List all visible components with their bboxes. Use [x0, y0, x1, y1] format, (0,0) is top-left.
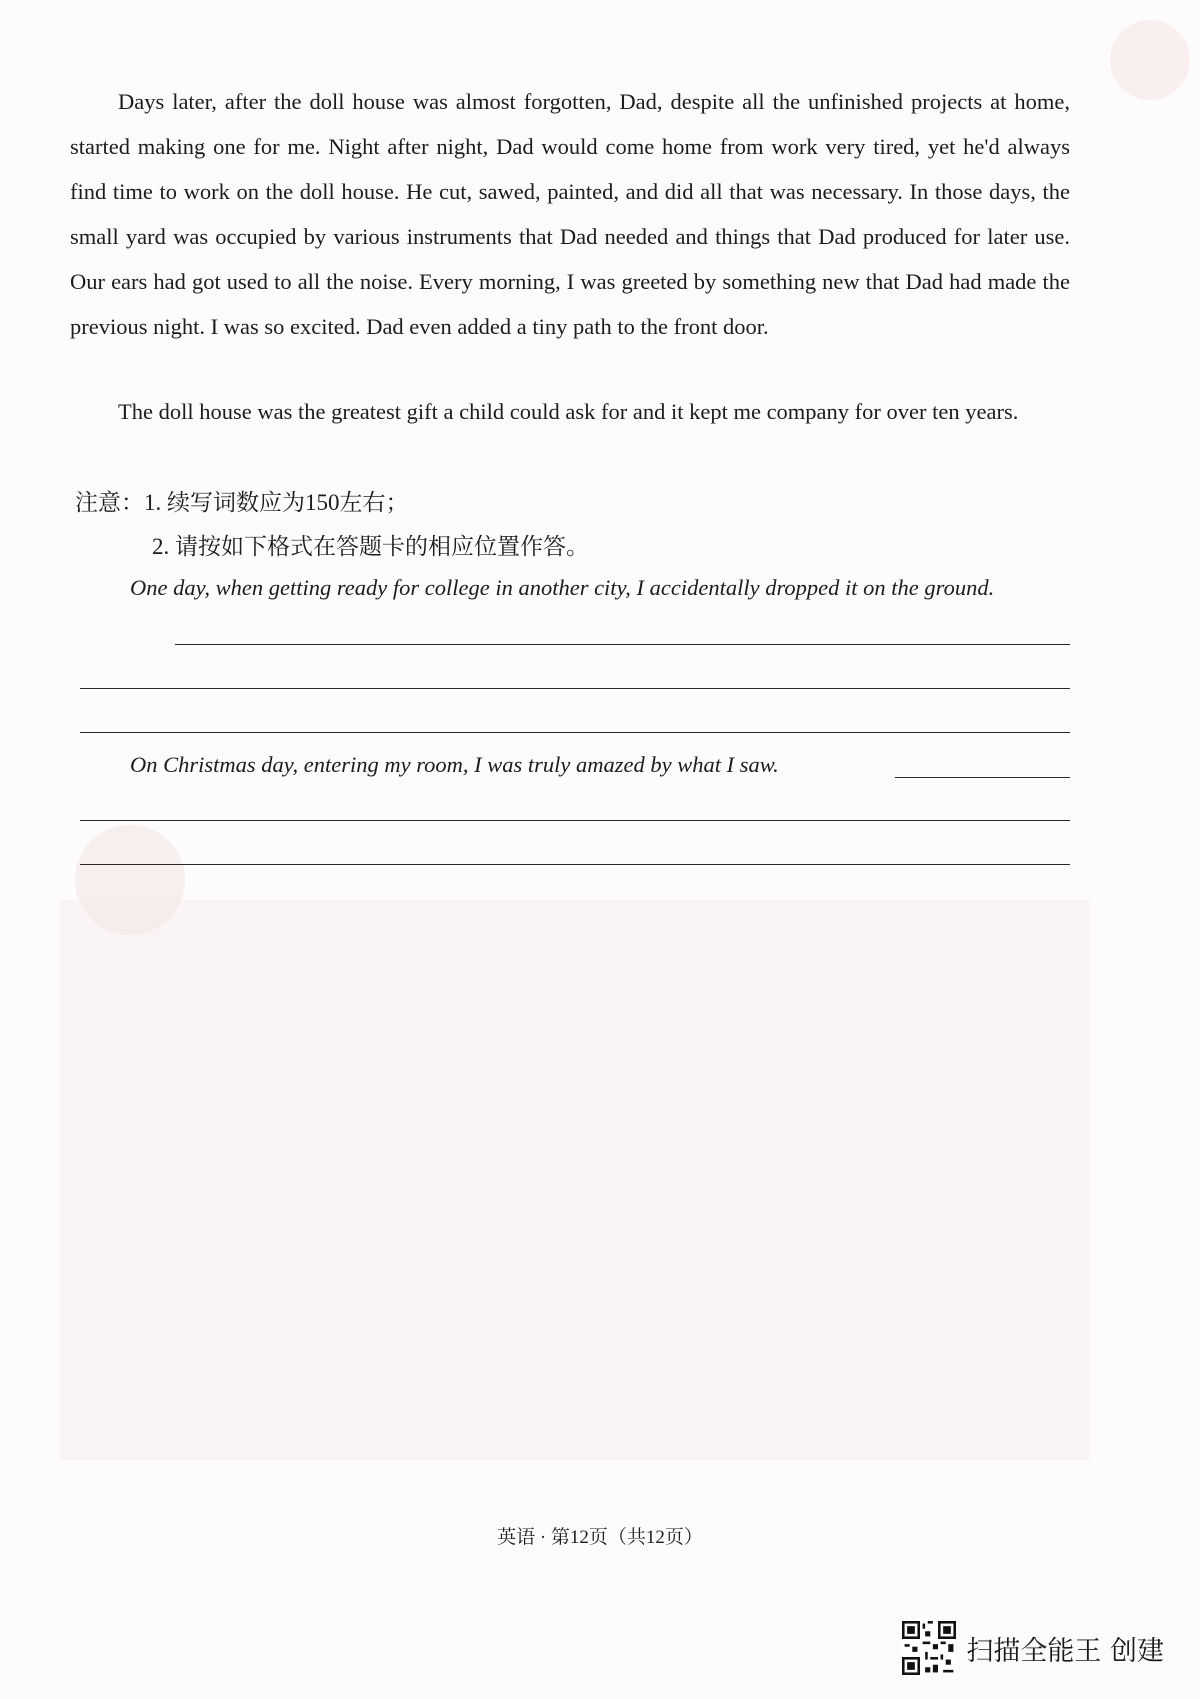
- answer-line: [80, 732, 1070, 733]
- page-footer: 英语 · 第12页（共12页）: [497, 1527, 703, 1548]
- answer-line: [80, 688, 1070, 689]
- note-line-1: [75, 488, 409, 518]
- watermark-text: 扫描全能王 创建: [966, 1635, 1164, 1667]
- scanner-watermark: [902, 1621, 1164, 1675]
- note-line-2: 2. 请按如下格式在答题卡的相应位置作答。: [152, 534, 589, 559]
- continuation-prompt-1: One day, when getting ready for college in another city, I accidentally dropped it on the ground.: [130, 575, 995, 600]
- continuation-prompt-2: On Christmas day, entering my room, I was truly amazed by what I saw.: [130, 752, 779, 777]
- note-word-count: 1. 续写词数应为150左右；: [144, 490, 409, 515]
- story-paragraph-2: The doll house was the greatest gift a child could ask for and it kept me company for over ten years.: [118, 399, 1019, 424]
- answer-line: [175, 644, 1070, 645]
- note-label: 注意：: [75, 490, 144, 515]
- story-paragraph-1: Days later, after the doll house was almost forgotten, Dad, despite all the unfinished projects at home, started making one for me. Night after night, Dad would come home from work very tired, yet he'd always find time to work on the doll house. He cut, sawed, painted, and did all that was necessary. In those days, the small yard was occupied by various instruments that Dad needed and things that Dad produced for later use. Our ears had got used to all the noise. Every morning, I was greeted by something new that Dad had made the previous night. I was so excited. Dad even added a tiny path to the front door.: [70, 89, 1070, 339]
- qr-code-icon: [902, 1621, 956, 1675]
- answer-line: [80, 864, 1070, 865]
- answer-line: [895, 777, 1070, 778]
- answer-line: [80, 820, 1070, 821]
